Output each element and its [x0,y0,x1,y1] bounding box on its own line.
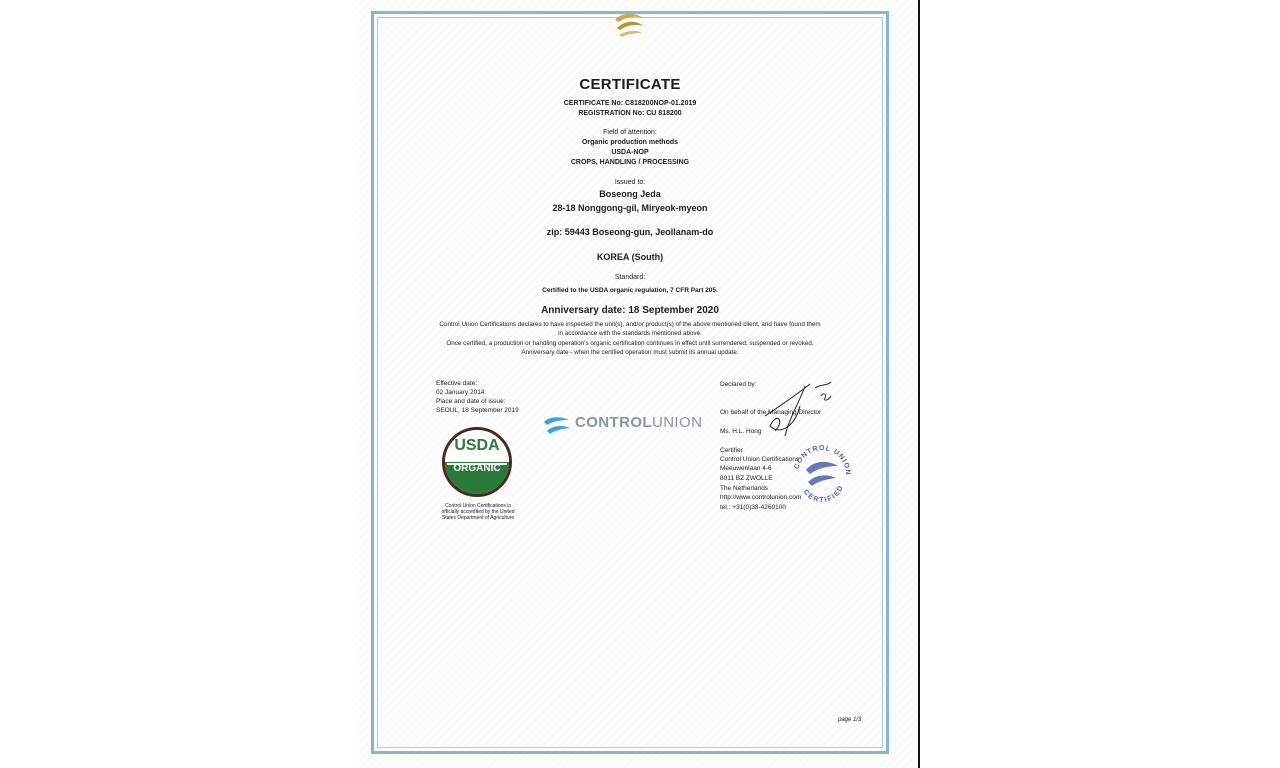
certifier-line: http://www.controlunion.com [720,494,802,501]
certifier-line: tel.: +31(0)38-4260100 [720,504,786,511]
standard-text: Certified to the USDA organic regulation, 7 CFR Part 205. [542,287,718,294]
control-union-certified-stamp-icon [788,440,856,508]
certifier-line: 8011 BZ ZWOLLE [720,475,773,482]
field-line: Organic production methods [581,139,679,146]
certifier-line: Meeuwenlaan 4-6 [720,465,772,472]
field-line: CROPS, HANDLING / PROCESSING [570,159,690,166]
issued-label: Issued to: [614,179,646,186]
stamp-top-text: CONTROL UNION [793,444,852,476]
declaration-line: in accordance with the standards mentioned above. [558,330,702,337]
signer-name: Ms. H.L. Hong [720,428,762,435]
brand-bold: CONTROL [575,414,652,431]
control-union-wordmark [575,414,702,431]
anniversary-date: Anniversary date: 18 September 2020 [541,305,719,316]
place-date: SEOUL, 18 September 2019 [436,407,519,414]
client-name: Boseong Jeda [599,189,661,199]
effective-label: Effective date: [436,380,478,387]
certifier-line: The Netherlands [720,485,769,492]
stamp-bottom-text: CERTIFIED [801,483,846,505]
effective-date: 02 January 2014 [436,389,485,396]
declaration-line: Anniversary date - when the certified operation must submit its annual update. [521,349,739,356]
place-label: Place and date of issue: [436,398,506,405]
certifier-line: Certifier [720,447,743,454]
organic-text: ORGANIC [453,463,501,474]
declaration-line: Control Union Certifications declares to have inspected the unit(s), and/or product(s) of the above mentioned client, and have found them [439,321,821,328]
field-line: USDA-NOP [611,149,649,156]
accreditation-line: Control Union Certifications is [445,503,511,509]
declared-label: Declared by: [720,381,757,388]
field-label: Field of attention: [603,129,657,136]
page-number: page 1/3 [838,717,862,723]
gold-emblem-icon [611,8,647,40]
client-address: 28-18 Nonggong-gil, Miryeok-myeon [552,203,708,213]
client-country: KOREA (South) [596,252,664,262]
page-edge [918,0,920,768]
standard-label: Standard: [614,274,646,281]
accreditation-line: States Department of Agriculture [441,515,515,521]
usda-organic-seal [442,427,512,497]
certificate-title: CERTIFICATE [579,76,681,93]
client-zip: zip: 59443 Boseong-gun, Jeollanam-do [546,227,714,237]
registration-number: REGISTRATION No: CU 818200 [578,110,682,117]
svg-text:CONTROL UNION [793,445,851,476]
signature-icon [755,376,835,448]
usda-text: USDA [454,437,500,454]
certificate-number: CERTIFICATE No: C818200NOP-01.2019 [563,100,697,107]
svg-text:CERTIFIED [802,484,846,504]
declaration-line: Once certified, a production or handling operation's organic certification continues in effect until surrendered, suspended or revoked. [446,340,814,347]
brand-light: UNION [651,414,703,431]
behalf-text: On behalf of the Managing Director [720,409,822,416]
certifier-line: Control Union Certifications [720,456,800,463]
accreditation-line: officially accredited by the United [441,509,515,515]
